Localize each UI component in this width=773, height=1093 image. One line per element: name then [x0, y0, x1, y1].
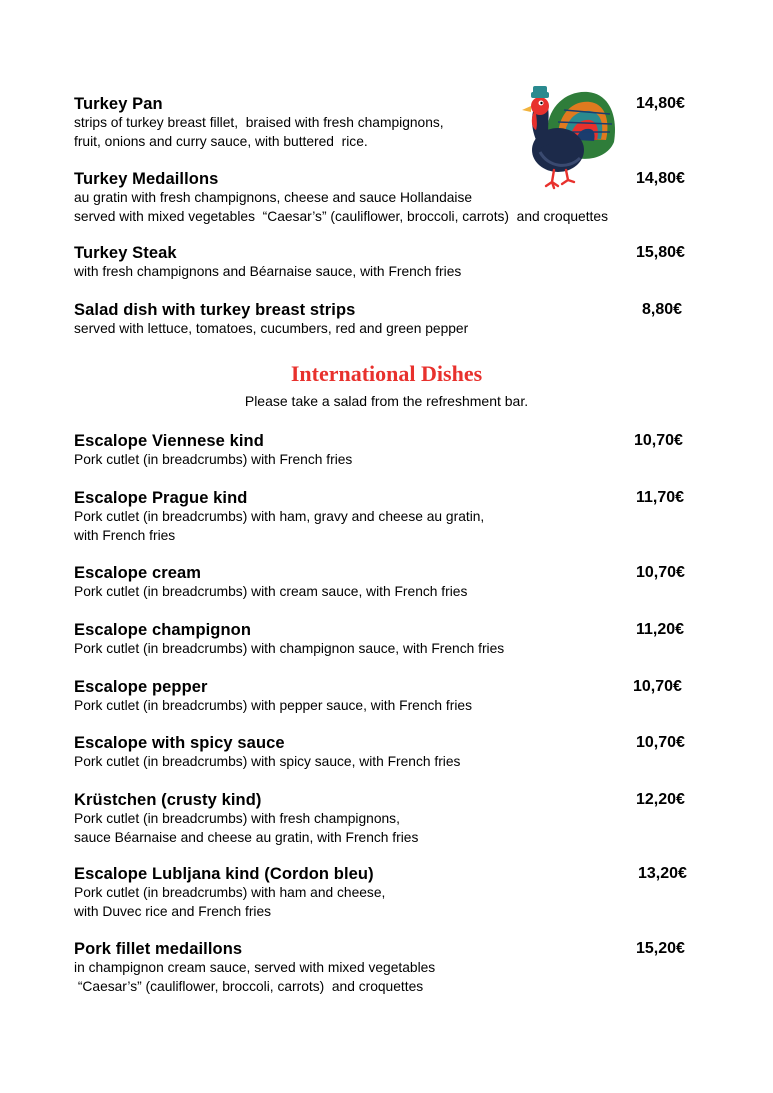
menu-item [74, 300, 694, 339]
dish-name: Krüstchen (crusty kind) [74, 791, 262, 809]
dish-price: 10,70€ [633, 678, 682, 695]
dish-name: Salad dish with turkey breast strips [74, 301, 356, 319]
dish-price: 10,70€ [636, 564, 685, 581]
dish-name: Escalope Lubljana kind (Cordon bleu) [74, 865, 374, 883]
section-title: International Dishes [290, 361, 483, 386]
menu-item [74, 243, 694, 282]
dish-description: Pork cutlet (in breadcrumbs) with champignon sauce, with French fries [74, 641, 505, 656]
dish-description: Pork cutlet (in breadcrumbs) with pepper sauce, with French fries [74, 698, 472, 713]
dish-price: 10,70€ [636, 734, 685, 751]
dish-description: Pork cutlet (in breadcrumbs) with ham, gravy and cheese au gratin, with French fries [74, 509, 485, 543]
dish-name: Escalope champignon [74, 621, 252, 639]
dish-price: 13,20€ [638, 865, 687, 882]
dish-name: Turkey Steak [74, 244, 177, 262]
menu-item [74, 169, 694, 226]
dish-description: in champignon cream sauce, served with mixed vegetables “Caesar’s” (cauliflower, broccoli, carrots) and croquettes [74, 960, 436, 994]
dish-name: Escalope pepper [74, 678, 208, 696]
menu-item [74, 94, 694, 151]
dish-name: Escalope cream [74, 564, 202, 582]
dish-description: with fresh champignons and Béarnaise sauce, with French fries [74, 264, 462, 279]
menu-item [74, 677, 694, 716]
dish-price: 14,80€ [636, 170, 685, 187]
dish-price: 14,80€ [636, 95, 685, 112]
dish-description: strips of turkey breast fillet, braised with fresh champignons, fruit, onions and curry sauce, with buttered rice. [74, 115, 444, 149]
dish-name: Escalope with spicy sauce [74, 734, 285, 752]
dish-description: Pork cutlet (in breadcrumbs) with spicy sauce, with French fries [74, 754, 461, 769]
dish-name: Turkey Medaillons [74, 170, 219, 188]
menu-item [74, 864, 694, 921]
dish-name: Escalope Viennese kind [74, 432, 264, 450]
menu-item [74, 790, 694, 847]
dish-description: Pork cutlet (in breadcrumbs) with cream sauce, with French fries [74, 584, 468, 599]
dish-price: 8,80€ [642, 301, 683, 318]
dish-price: 11,70€ [636, 489, 685, 506]
menu-item [74, 431, 694, 470]
dish-price: 11,20€ [636, 621, 685, 638]
dish-price: 12,20€ [636, 791, 685, 808]
menu-item [74, 563, 694, 602]
dish-description: Pork cutlet (in breadcrumbs) with fresh champignons, sauce Béarnaise and cheese au gratin, with French fries [74, 811, 419, 845]
dish-price: 10,70€ [634, 432, 683, 449]
dish-name: Pork fillet medaillons [74, 940, 243, 958]
menu-item [74, 620, 694, 659]
section-subtitle: Please take a salad from the refreshment bar. [244, 393, 529, 409]
dish-name: Turkey Pan [74, 95, 163, 113]
menu-item [74, 488, 694, 545]
dish-price: 15,20€ [636, 940, 685, 957]
dish-price: 15,80€ [636, 244, 685, 261]
menu-item [74, 939, 694, 996]
dish-description: Pork cutlet (in breadcrumbs) with ham and cheese, with Duvec rice and French fries [74, 885, 386, 919]
dish-description: Pork cutlet (in breadcrumbs) with French fries [74, 452, 353, 467]
dish-description: served with lettuce, tomatoes, cucumbers, red and green pepper [74, 321, 469, 336]
dish-name: Escalope Prague kind [74, 489, 248, 507]
dish-description: au gratin with fresh champignons, cheese and sauce Hollandaise served with mixed vegetables “Caesar’s” (cauliflower, broccoli, carrots) and croquettes [74, 190, 608, 224]
menu-item [74, 733, 694, 772]
